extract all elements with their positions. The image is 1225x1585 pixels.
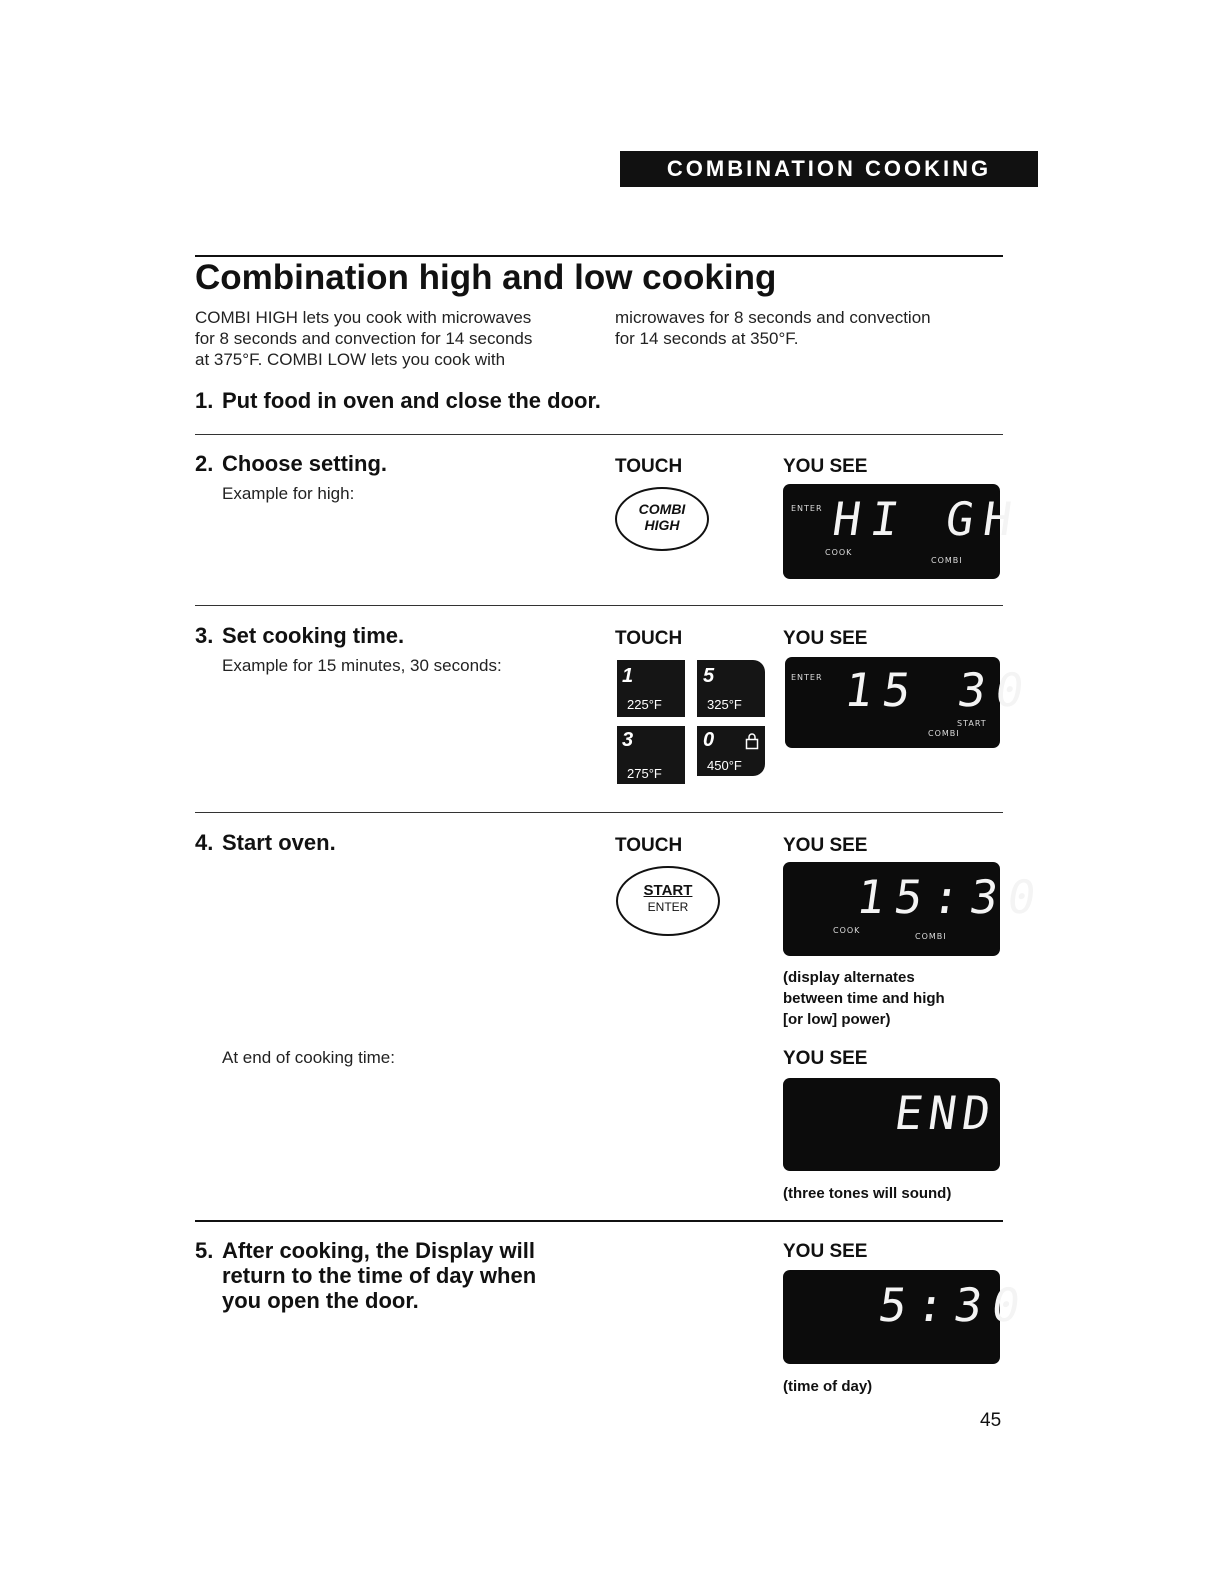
step-3 [195, 623, 404, 649]
combi-high-button[interactable] [615, 487, 709, 551]
key-number: 3 [622, 729, 634, 751]
enter-indicator: ENTER [791, 504, 823, 513]
key-number: 5 [703, 665, 715, 687]
divider [195, 812, 1003, 813]
step-text: Choose setting. [222, 451, 388, 476]
intro-line: for 8 seconds and convection for 14 seconds [195, 329, 533, 348]
intro-line: at 375°F. COMBI LOW lets you cook with [195, 350, 506, 369]
key-temp: 275°F [627, 766, 662, 781]
title-rule [195, 255, 1003, 257]
start-enter-button[interactable] [616, 866, 720, 936]
display-panel [783, 1078, 1000, 1171]
lock-icon [745, 732, 759, 750]
step-number: 3. [195, 623, 214, 648]
display-readout: END [891, 1086, 1000, 1140]
cook-indicator: COOK [825, 548, 853, 557]
step-4 [195, 830, 336, 856]
step-text: Set cooking time. [222, 623, 405, 648]
step-1 [195, 388, 601, 414]
key-number: 1 [622, 665, 634, 687]
end-of-cooking-text: At end of cooking time: [222, 1048, 395, 1067]
display-panel [783, 862, 1050, 956]
step-text: Start oven. [222, 830, 336, 855]
divider [195, 1220, 1003, 1222]
combi-indicator: COMBI [928, 729, 960, 738]
you-see-label: YOU SEE [783, 835, 868, 856]
key-temp: 450°F [707, 758, 742, 773]
caption-line: between time and high [783, 990, 945, 1007]
display-caption: (three tones will sound) [783, 1185, 952, 1202]
you-see-label: YOU SEE [783, 1048, 868, 1069]
you-see-label: YOU SEE [783, 456, 868, 477]
key-5[interactable] [697, 660, 765, 717]
step-text: return to the time of day when [222, 1263, 537, 1288]
touch-label: TOUCH [615, 456, 683, 477]
display-panel [785, 657, 1038, 748]
intro-column-1 [195, 307, 605, 370]
cook-indicator: COOK [833, 926, 861, 935]
step-number: 5. [195, 1238, 214, 1263]
step-number: 1. [195, 388, 214, 413]
caption-line: [or low] power) [783, 1011, 891, 1028]
start-indicator: START [957, 719, 987, 728]
step-text: Put food in oven and close the door. [222, 388, 601, 413]
key-temp: 225°F [627, 697, 662, 712]
you-see-label: YOU SEE [783, 1241, 868, 1262]
key-1[interactable] [617, 660, 685, 717]
key-number: 0 [703, 729, 715, 751]
key-temp: 325°F [707, 697, 742, 712]
page-title: Combination high and low cooking [195, 258, 777, 297]
section-banner: COMBINATION COOKING [620, 151, 1038, 187]
display-readout: 15:30 [853, 870, 1050, 924]
button-label: ENTER [647, 900, 689, 914]
display-panel [783, 484, 1026, 579]
step-5 [195, 1238, 536, 1313]
button-label: START [643, 882, 693, 899]
touch-label: TOUCH [615, 628, 683, 649]
touch-label: TOUCH [615, 835, 683, 856]
caption-line: (display alternates [783, 969, 915, 986]
step-text: After cooking, the Display will [222, 1238, 535, 1263]
display-readout: 15 30 [841, 663, 1038, 717]
step-2 [195, 451, 387, 477]
display-panel [783, 1270, 1034, 1364]
key-3[interactable] [617, 726, 685, 784]
divider [195, 434, 1003, 435]
you-see-label: YOU SEE [783, 628, 868, 649]
display-readout: 5:30 [875, 1278, 1034, 1332]
step-2-example: Example for high: [222, 484, 355, 503]
intro-line: for 14 seconds at 350°F. [615, 329, 799, 348]
step-number: 2. [195, 451, 214, 476]
enter-indicator: ENTER [791, 673, 823, 682]
intro-column-2 [615, 307, 1005, 349]
combi-indicator: COMBI [931, 556, 963, 565]
step-text: you open the door. [222, 1288, 419, 1313]
button-label: COMBI [638, 501, 686, 517]
intro-line: COMBI HIGH lets you cook with microwaves [195, 308, 532, 327]
display-caption: (time of day) [783, 1378, 873, 1395]
display-caption [783, 967, 945, 1030]
intro-line: microwaves for 8 seconds and convection [615, 308, 931, 327]
step-number: 4. [195, 830, 214, 855]
key-0[interactable] [697, 726, 765, 776]
step-3-example: Example for 15 minutes, 30 seconds: [222, 656, 502, 675]
combi-indicator: COMBI [915, 932, 947, 941]
divider [195, 605, 1003, 606]
display-readout: HI GH [829, 492, 1026, 546]
button-label: HIGH [644, 517, 680, 533]
page-number: 45 [980, 1410, 1002, 1431]
